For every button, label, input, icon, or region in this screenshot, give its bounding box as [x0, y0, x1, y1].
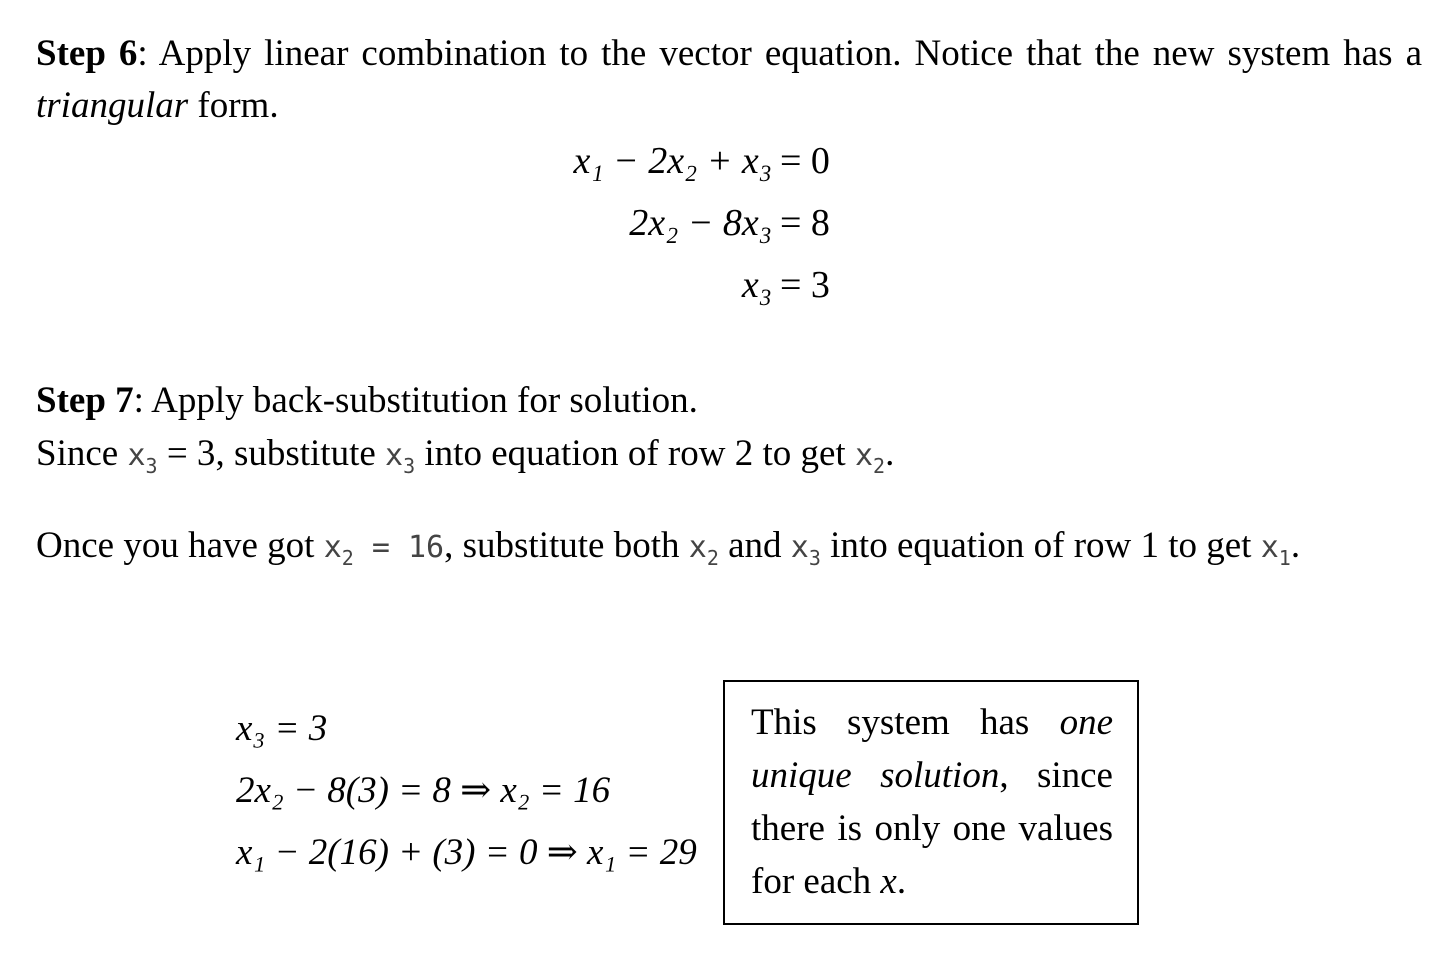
step7-heading	[36, 375, 1422, 427]
step7-once-paragraph	[36, 505, 1422, 599]
equals-3: = 3	[157, 433, 216, 474]
step6-paragraph	[36, 28, 1422, 132]
period-2: .	[1290, 525, 1301, 566]
system-row-2-rhs: = 8	[780, 202, 830, 244]
step7-text: : Apply back-substitution for solution.	[133, 380, 698, 421]
equals-16: = 16	[353, 530, 445, 565]
system-row-1-lhs: x₁ − 2x₂ + x₃	[573, 140, 772, 182]
note-variable: x	[880, 861, 897, 902]
math-x1: $x_1$	[1260, 530, 1291, 570]
step6-text: : Apply linear combination to the vector equation. Notice that the new system has a	[137, 33, 1422, 74]
math-x3-both: $x_3$	[790, 530, 821, 570]
solution-row-3: x₁ − 2(16) + (3) = 0 ⇒ x₁ = 29	[236, 832, 697, 873]
math-x3: $x_3$	[127, 438, 158, 478]
step6-label: Step 6	[36, 33, 138, 74]
and-text: and	[718, 525, 791, 566]
math-x2-got: $x_2$	[323, 530, 354, 570]
substitute-both-text: , substitute both	[444, 525, 689, 566]
system-row-3-rhs: = 3	[780, 264, 830, 306]
note-period: .	[896, 861, 907, 902]
once-text: Once you have got	[36, 525, 324, 566]
system-row-3-lhs: x₃	[741, 264, 772, 306]
note-text-c: , since there is only one values for each	[751, 755, 1113, 902]
system-row-1-rhs: = 0	[780, 140, 830, 182]
solution-row-2: 2x₂ − 8(3) = 8 ⇒ x₂ = 16	[236, 770, 611, 811]
note-box	[723, 680, 1139, 925]
row1-text: into equation of row 1 to get	[820, 525, 1261, 566]
substitute-text: , substitute	[215, 433, 386, 474]
step7-label: Step 7	[36, 380, 134, 421]
math-x2: $x_2$	[854, 438, 886, 478]
math-x2-both: $x_2$	[688, 530, 719, 570]
math-x3-b: $x_3$	[385, 438, 416, 478]
note-emphasis: one unique solution	[751, 702, 1113, 796]
system-row-3	[540, 254, 830, 316]
system-row-1	[540, 130, 830, 192]
since-text: Since	[36, 433, 128, 474]
solution-block	[236, 698, 697, 884]
solution-row-1: x₃ = 3	[236, 708, 328, 749]
triangular-system	[540, 130, 830, 316]
row2-text: into equation of row 2 to get	[415, 433, 855, 474]
system-row-2-lhs: 2x₂ − 8x₃	[629, 202, 772, 244]
step6-text-end: form.	[188, 85, 279, 126]
system-row-2	[540, 192, 830, 254]
period: .	[885, 433, 895, 474]
step7-since-line	[36, 428, 1422, 492]
step6-emphasis: triangular	[36, 85, 189, 126]
note-text-a: This system has	[751, 702, 1060, 743]
